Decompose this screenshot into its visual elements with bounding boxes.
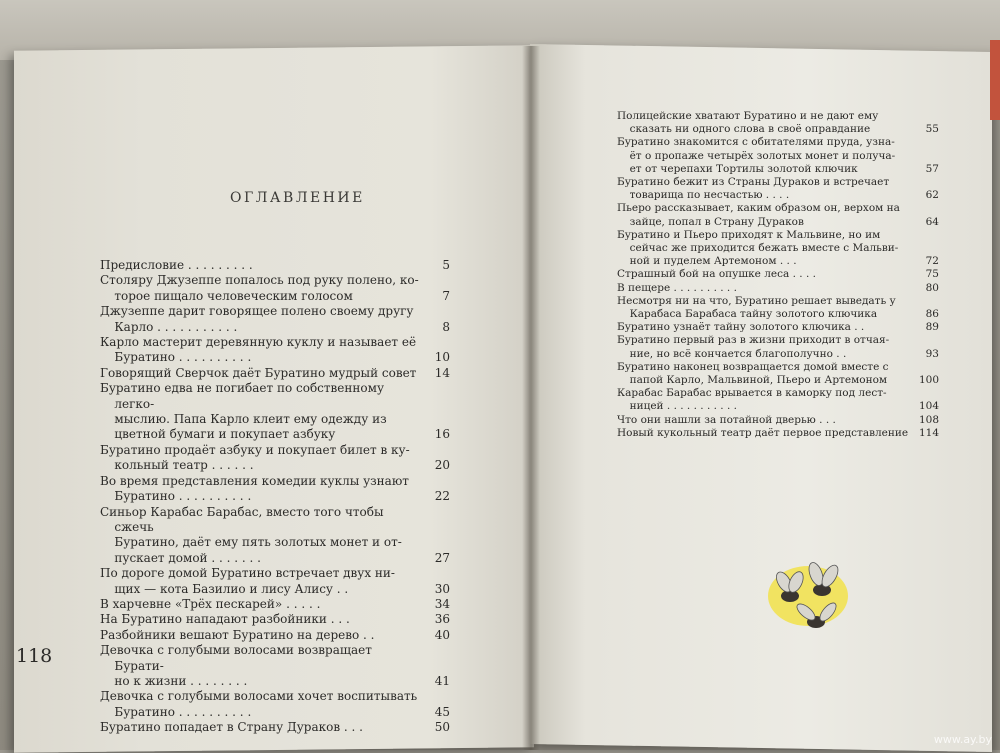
toc-entry-page: 10 xyxy=(434,350,450,365)
toc-entry xyxy=(617,387,939,413)
toc-entry-page: 41 xyxy=(434,673,450,688)
toc-entry-title: Буратино первый раз в жизни приходит в отчая- ние, но всё кончается благополучно . . xyxy=(617,334,890,360)
toc-entry-title: Столяру Джузеппе попалось под руку полено, ко- торое пищало человеческим голосом xyxy=(100,273,419,303)
toc-entry xyxy=(100,720,450,735)
toc-entry-page: 104 xyxy=(918,400,939,413)
toc-heading: ОГЛАВЛЕНИЕ xyxy=(230,190,365,206)
toc-entry-page: 30 xyxy=(434,581,450,596)
toc-entry-title: Девочка с голубыми волосами хочет воспитывать Буратино . . . . . . . . . . xyxy=(100,689,418,719)
toc-entry xyxy=(100,258,450,273)
toc-entry-page: 5 xyxy=(442,258,450,272)
toc-entry-page: 34 xyxy=(434,596,450,611)
toc-entry-page: 64 xyxy=(925,215,939,228)
toc-entry-page: 100 xyxy=(918,374,939,387)
toc-entry-page: 80 xyxy=(925,281,939,294)
toc-entry xyxy=(100,628,450,643)
toc-entry xyxy=(100,474,450,505)
toc-list-right xyxy=(617,110,939,440)
watermark: www.ay.by xyxy=(933,733,992,746)
toc-entry xyxy=(617,229,939,269)
toc-entry xyxy=(100,612,450,627)
toc-entry-title: Что они нашли за потайной дверью . . . xyxy=(617,413,836,426)
toc-entry-title: В харчевне «Трёх пескарей» . . . . . xyxy=(100,596,321,611)
toc-entry xyxy=(100,335,450,366)
toc-entry xyxy=(100,366,450,381)
page-number: 118 xyxy=(16,645,53,667)
toc-entry-title: Буратино бежит из Страны Дураков и встречает товарища по несчастью . . . . xyxy=(617,176,890,202)
toc-entry-title: Пьеро рассказывает, каким образом он, верхом на зайце, попал в Страну Дураков xyxy=(617,202,900,228)
toc-entry-title: Говорящий Сверчок даёт Буратино мудрый совет xyxy=(100,365,417,380)
toc-entry-title: Карло мастерит деревянную куклу и называет её Буратино . . . . . . . . . . xyxy=(100,335,417,365)
toc-entry xyxy=(100,304,450,335)
toc-entry-page: 16 xyxy=(434,427,450,442)
toc-entry-page: 57 xyxy=(925,162,939,175)
toc-entry-title: Джузеппе дарит говорящее полено своему другу Карло . . . . . . . . . . . xyxy=(100,304,414,334)
toc-entry-title: Буратино продаёт азбуку и покупает билет в ку- кольный театр . . . . . . xyxy=(100,442,410,473)
toc-entry-title: По дороге домой Буратино встречает двух ни- щих — кота Базилио и лису Алису . . xyxy=(100,566,395,596)
toc-entry-page: 50 xyxy=(434,720,450,735)
toc-entry xyxy=(617,110,939,136)
toc-entry xyxy=(617,321,939,334)
toc-entry xyxy=(617,268,939,281)
toc-entry xyxy=(100,597,450,612)
toc-entry xyxy=(100,443,450,474)
toc-entry-title: Буратино и Пьеро приходят к Мальвине, но им сейчас же приходится бежать вместе с Мальви- ной и пуделем Артемоном . . . xyxy=(617,228,899,268)
toc-entry-title: Несмотря ни на что, Буратино решает выведать у Карабаса Барабаса тайну золотого ключика xyxy=(617,294,896,321)
toc-entry-page: 72 xyxy=(925,255,939,268)
toc-entry-page: 114 xyxy=(918,426,939,439)
toc-entry-page: 20 xyxy=(434,458,450,473)
toc-entry xyxy=(617,334,939,360)
toc-entry xyxy=(617,136,939,176)
toc-entry xyxy=(617,202,939,228)
toc-entry-title: Новый кукольный театр даёт первое представление xyxy=(617,426,909,439)
toc-entry-title: Буратино знакомится с обитателями пруда, узна- ёт о пропаже четырёх золотых монет и получа- ет от черепахи Тортилы золотой ключик xyxy=(617,136,896,175)
toc-entry-title: Разбойники вешают Буратино на дерево . . xyxy=(100,627,375,642)
toc-entry-page: 14 xyxy=(434,365,450,380)
toc-entry-title: Буратино наконец возвращается домой вместе с папой Карло, Мальвиной, Пьеро и Артемоном xyxy=(617,360,889,387)
toc-entry-page: 45 xyxy=(434,704,450,719)
toc-entry xyxy=(617,427,939,440)
toc-entry-page: 75 xyxy=(925,268,939,281)
toc-entry-title: Синьор Карабас Барабас, вместо того чтобы сжечь Буратино, даёт ему пять золотых монет и от- пускает домой . . . . . . . xyxy=(100,504,402,565)
book-gutter xyxy=(522,46,540,750)
toc-entry xyxy=(100,643,450,689)
toc-entry-page: 22 xyxy=(434,489,450,504)
toc-entry xyxy=(617,282,939,295)
toc-entry-page: 36 xyxy=(434,612,450,627)
book-cover-edge xyxy=(990,40,1000,120)
toc-entry-title: Девочка с голубыми волосами возвращает Бурати- но к жизни . . . . . . . . xyxy=(100,643,372,688)
toc-entry-page: 8 xyxy=(442,319,450,334)
toc-entry xyxy=(617,361,939,387)
toc-entry-page: 40 xyxy=(434,627,450,642)
toc-entry xyxy=(617,414,939,427)
toc-entry-title: Карабас Барабас врывается в каморку под лест- ницей . . . . . . . . . . . xyxy=(617,387,887,413)
toc-entry xyxy=(617,295,939,321)
toc-entry xyxy=(100,381,450,443)
toc-entry-page: 93 xyxy=(925,347,939,360)
toc-entry xyxy=(617,176,939,202)
toc-entry xyxy=(100,273,450,304)
toc-entry-title: Буратино узнаёт тайну золотого ключика . . xyxy=(617,321,865,334)
bees-illustration xyxy=(760,556,860,646)
toc-entry xyxy=(100,505,450,567)
toc-entry-page: 62 xyxy=(925,189,939,202)
toc-entry-page: 86 xyxy=(925,308,939,321)
toc-entry xyxy=(100,566,450,597)
toc-entry-title: На Буратино нападают разбойники . . . xyxy=(100,612,350,627)
toc-list-left xyxy=(100,258,450,736)
toc-entry-title: Во время представления комедии куклы узнают Буратино . . . . . . . . . . xyxy=(100,473,409,504)
toc-entry-page: 27 xyxy=(434,550,450,565)
toc-entry-title: Предисловие . . . . . . . . . xyxy=(100,258,253,272)
toc-entry-title: Буратино едва не погибает по собственному легко- мыслию. Папа Карло клеит ему одежду из цветной бумаги и покупает азбуку xyxy=(100,381,387,442)
toc-entry-title: Страшный бой на опушке леса . . . . xyxy=(617,268,816,281)
toc-entry-page: 55 xyxy=(925,123,939,136)
toc-entry-page: 7 xyxy=(442,288,450,303)
toc-entry-page: 89 xyxy=(925,321,939,334)
toc-entry-title: Буратино попадает в Страну Дураков . . . xyxy=(100,720,363,735)
toc-entry xyxy=(100,689,450,720)
toc-entry-page: 108 xyxy=(918,413,939,426)
toc-entry-title: В пещере . . . . . . . . . . xyxy=(617,281,737,294)
toc-entry-title: Полицейские хватают Буратино и не дают ему сказать ни одного слова в своё оправдание xyxy=(617,110,879,136)
